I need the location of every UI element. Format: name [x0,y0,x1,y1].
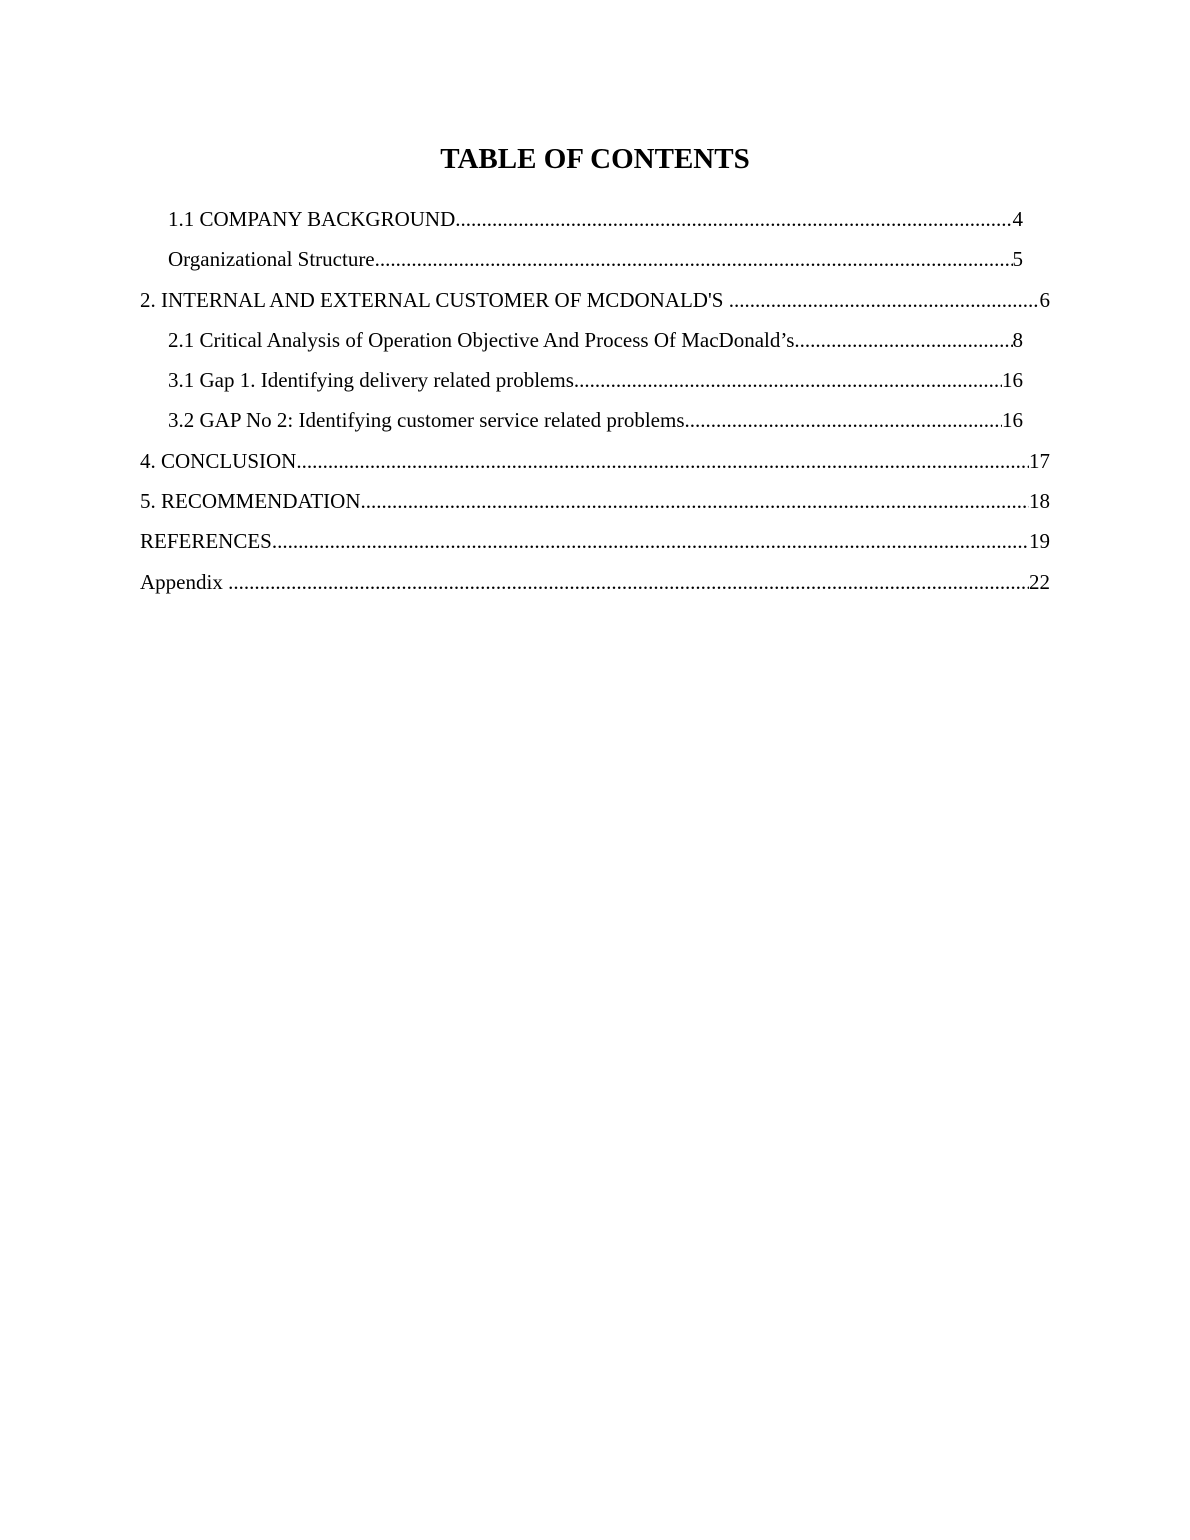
toc-entry-label: 3.2 GAP No 2: Identifying customer service related problems [168,408,685,433]
toc-entry-label: 2.1 Critical Analysis of Operation Objective And Process Of MacDonald’s [168,327,795,352]
dot-leader [375,239,1013,279]
toc-entry-page-number: 16 [1002,368,1023,393]
toc-entry-label: 5. RECOMMENDATION [140,489,361,514]
dot-leader [228,562,1029,602]
toc-entry-label: 3.1 Gap 1. Identifying delivery related problems [168,368,574,393]
dot-leader [685,400,1002,440]
toc-entry-label: Appendix [140,569,229,594]
toc-entry-appendix[interactable] [140,562,1050,602]
toc-entry-recommendation[interactable] [140,481,1050,521]
toc-entry-page-number: 16 [1002,408,1023,433]
dot-leader [272,521,1029,561]
toc-entry-label: 4. CONCLUSION [140,448,297,473]
dot-leader [296,441,1029,481]
toc-entry-page-number: 6 [1039,287,1050,312]
toc-entry-page-number: 18 [1029,489,1050,514]
dot-leader [574,360,1002,400]
toc-entry-company-background[interactable] [168,199,1023,239]
toc-entry-page-number: 17 [1029,448,1050,473]
toc-entry-page-number: 19 [1029,529,1050,554]
toc-entry-label: Organizational Structure [168,247,375,272]
toc-entry-page-number: 4 [1012,207,1023,231]
toc-entry-internal-external-customer[interactable] [140,280,1050,320]
toc-entry-label: REFERENCES [140,529,272,554]
page-title: TABLE OF CONTENTS [440,143,750,175]
toc-entry-label: 2. INTERNAL AND EXTERNAL CUSTOMER OF MCDONALD'S [140,287,729,312]
table-of-contents [0,199,1190,602]
dot-leader [729,280,1040,320]
dot-leader [455,199,1012,239]
toc-entry-page-number: 22 [1029,569,1050,594]
toc-entry-gap-2-customer-service[interactable] [168,400,1023,440]
dot-leader [361,481,1030,521]
toc-entry-page-number: 8 [1012,327,1023,352]
toc-entry-organizational-structure[interactable] [168,239,1023,279]
toc-entry-page-number: 5 [1012,247,1023,272]
toc-entry-conclusion[interactable] [140,441,1050,481]
toc-entry-gap-1-delivery[interactable] [168,360,1023,400]
toc-entry-critical-analysis[interactable] [168,320,1023,360]
toc-entry-references[interactable] [140,521,1050,561]
dot-leader [794,320,1012,360]
toc-entry-label: 1.1 COMPANY BACKGROUND [168,207,456,231]
